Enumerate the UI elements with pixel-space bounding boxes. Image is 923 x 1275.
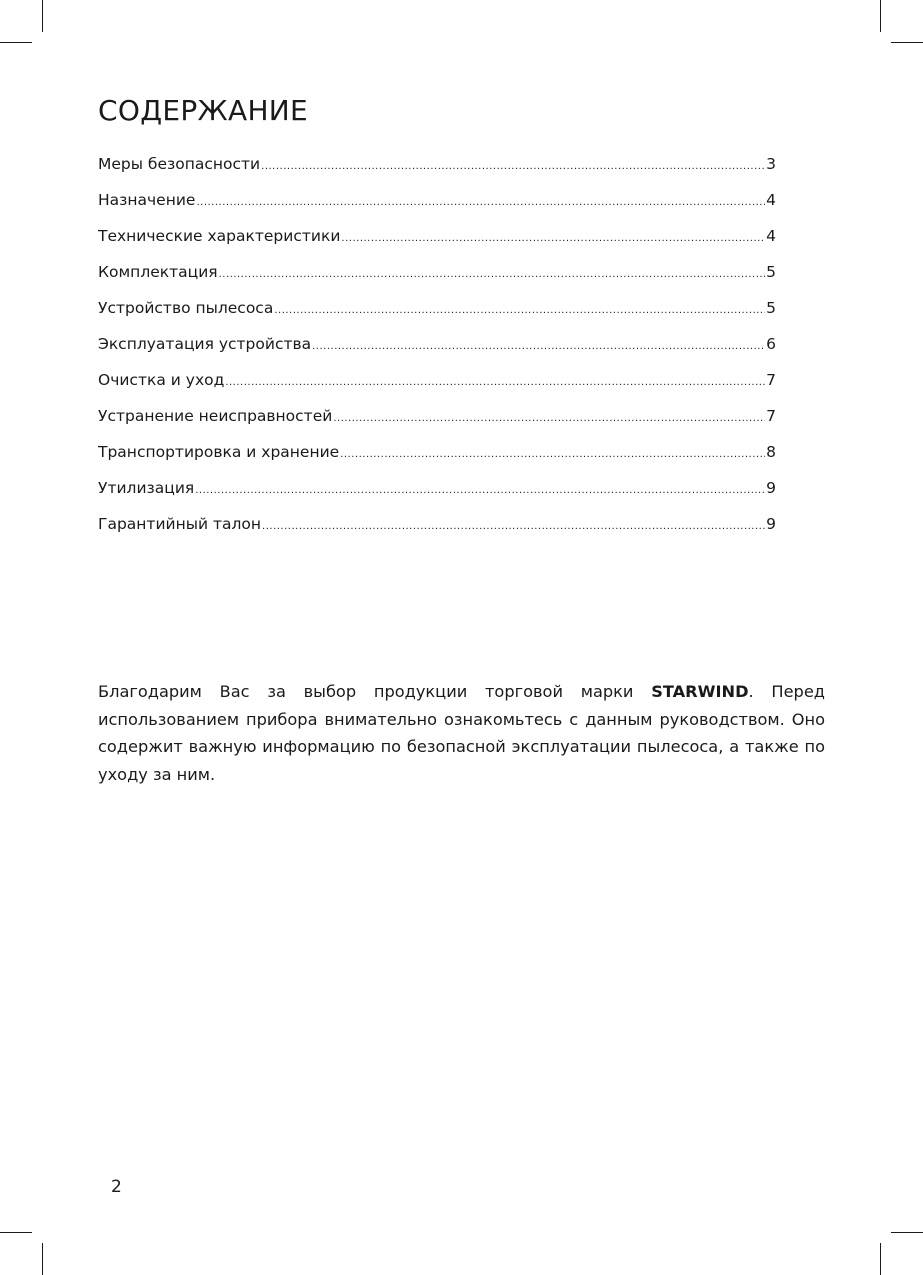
crop-mark [891,42,923,43]
toc-leader-dots [262,513,765,541]
toc-leader-dots [274,297,765,325]
toc-entry[interactable] [98,258,776,294]
toc-leader-dots [225,369,765,397]
table-of-contents [98,150,776,546]
toc-entry-page: 8 [766,443,776,461]
toc-entry-label: Эксплуатация устройства [98,335,312,353]
crop-mark [42,0,43,32]
toc-leader-dots [219,261,766,289]
toc-entry-page: 7 [766,371,776,389]
toc-entry-label: Устранение неисправностей [98,407,333,425]
toc-entry[interactable] [98,438,776,474]
toc-entry-page: 7 [766,407,776,425]
toc-entry-label: Меры безопасности [98,155,261,173]
toc-entry-page: 4 [766,191,776,209]
toc-entry-label: Комплектация [98,263,218,281]
toc-leader-dots [195,477,765,505]
toc-entry-label: Транспортировка и хранение [98,443,340,461]
toc-entry[interactable] [98,366,776,402]
toc-entry-label: Гарантийный талон [98,515,262,533]
toc-entry-label: Технические характеристики [98,227,341,245]
toc-entry-label: Очистка и уход [98,371,225,389]
toc-leader-dots [196,189,765,217]
toc-entry[interactable] [98,150,776,186]
brand-name: STARWIND [651,682,749,701]
toc-entry-label: Утилизация [98,479,195,497]
crop-mark [880,0,881,32]
toc-leader-dots [341,225,765,253]
toc-entry[interactable] [98,294,776,330]
toc-entry-page: 9 [766,515,776,533]
toc-leader-dots [333,405,765,433]
toc-entry-page: 4 [766,227,776,245]
toc-entry-page: 9 [766,479,776,497]
intro-paragraph [98,678,825,788]
toc-entry[interactable] [98,474,776,510]
toc-entry-page: 6 [766,335,776,353]
toc-entry-page: 5 [766,299,776,317]
toc-leader-dots [340,441,765,469]
toc-entry-page: 5 [766,263,776,281]
crop-mark [42,1243,43,1275]
toc-entry-page: 3 [766,155,776,173]
page-title: СОДЕРЖАНИЕ [98,94,309,127]
toc-entry[interactable] [98,186,776,222]
page-number: 2 [111,1177,122,1197]
toc-entry[interactable] [98,330,776,366]
intro-text-end: . Перед использованием прибора внимательно ознакомьтесь с данным руководством. Оно содержит важную информацию по безопасной эксплуатации пылесоса, а также по уходу за ним. [98,682,825,784]
crop-mark [0,1232,32,1233]
toc-leader-dots [261,153,765,181]
crop-mark [0,42,32,43]
crop-mark [880,1243,881,1275]
intro-text-start: Благодарим Вас за выбор продукции торговой марки [98,682,652,701]
toc-leader-dots [312,333,765,361]
toc-entry[interactable] [98,402,776,438]
toc-entry[interactable] [98,510,776,546]
toc-entry-label: Устройство пылесоса [98,299,274,317]
toc-entry[interactable] [98,222,776,258]
crop-mark [891,1232,923,1233]
toc-entry-label: Назначение [98,191,196,209]
